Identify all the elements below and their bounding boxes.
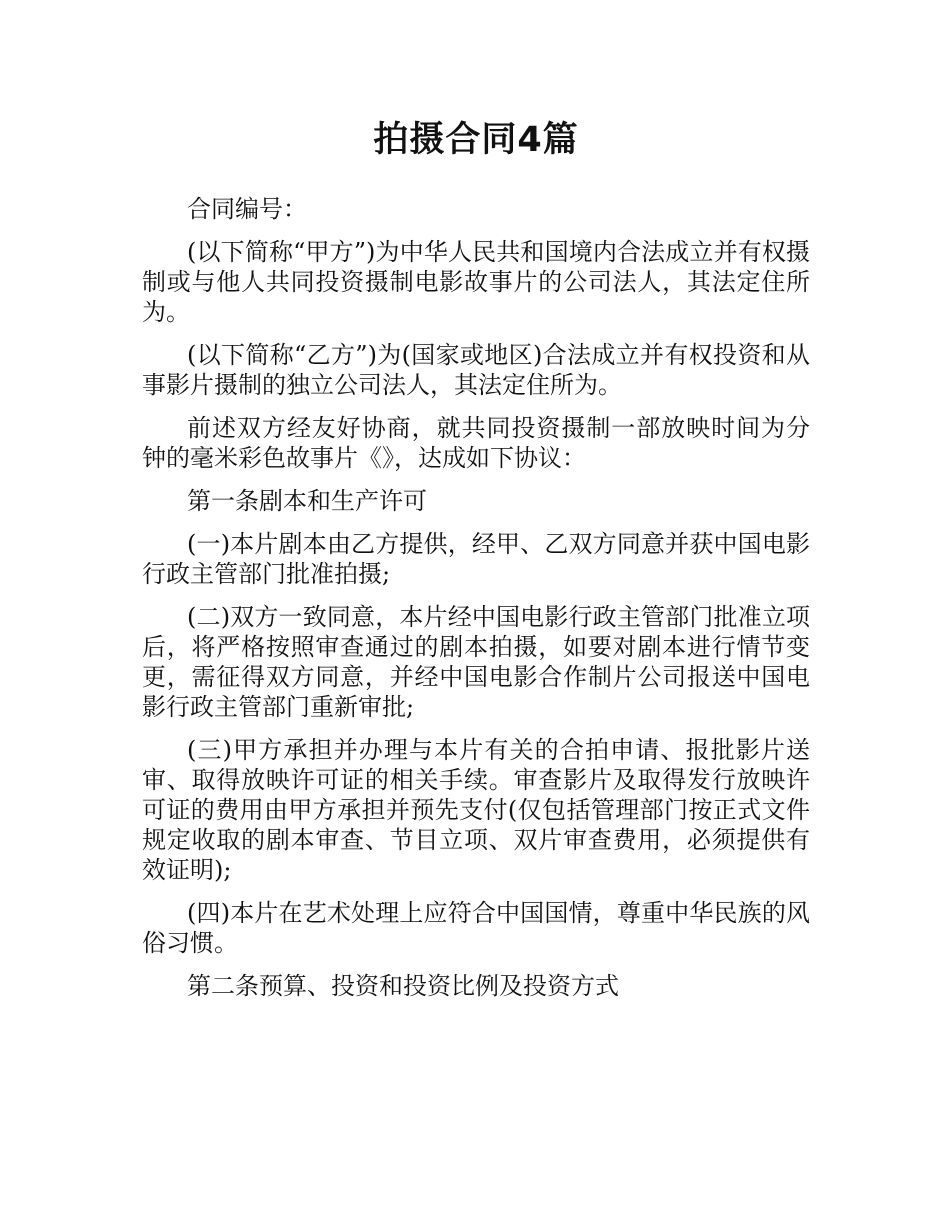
document-title: 拍摄合同4篇 [373,120,579,160]
clause-1-1: (一)本片剧本由乙方提供，经甲、乙双方同意并获中国电影行政主管部门批准拍摄; [142,530,810,588]
paragraph-party-a: (以下简称“甲方”)为中华人民共和国境内合法成立并有权摄制或与他人共同投资摄制电影故事片的公司法人，其法定住所为。 [142,238,810,326]
paragraph-preamble: 前述双方经友好协商，就共同投资摄制一部放映时间为分钟的毫米彩色故事片《》，达成如下协议： [142,414,810,472]
clause-1-4: (四)本片在艺术处理上应符合中国国情，尊重中华民族的风俗习惯。 [142,899,810,957]
document-page [142,110,810,1014]
clause-1-2: (二)双方一致同意，本片经中国电影行政主管部门批准立项后，将严格按照审查通过的剧本拍摄，如要对剧本进行情节变更，需征得双方同意，并经中国电影合作制片公司报送中国电影行政主管部门重新审批; [142,603,810,721]
section-heading-2: 第二条预算、投资和投资比例及投资方式 [187,972,619,1000]
clause-1-3: (三)甲方承担并办理与本片有关的合拍申请、报批影片送审、取得放映许可证的相关手续。审查影片及取得发行放映许可证的费用由甲方承担并预先支付(仅包括管理部门按正式文件规定收取的剧本审查、节目立项、双片审查费用，必须提供有效证明); [142,736,810,884]
paragraph-contract-number: 合同编号： [187,195,307,223]
paragraph-party-b: (以下简称“乙方”)为(国家或地区)合法成立并有权投资和从事影片摄制的独立公司法人，其法定住所为。 [142,341,810,399]
section-heading-1: 第一条剧本和生产许可 [187,487,427,515]
